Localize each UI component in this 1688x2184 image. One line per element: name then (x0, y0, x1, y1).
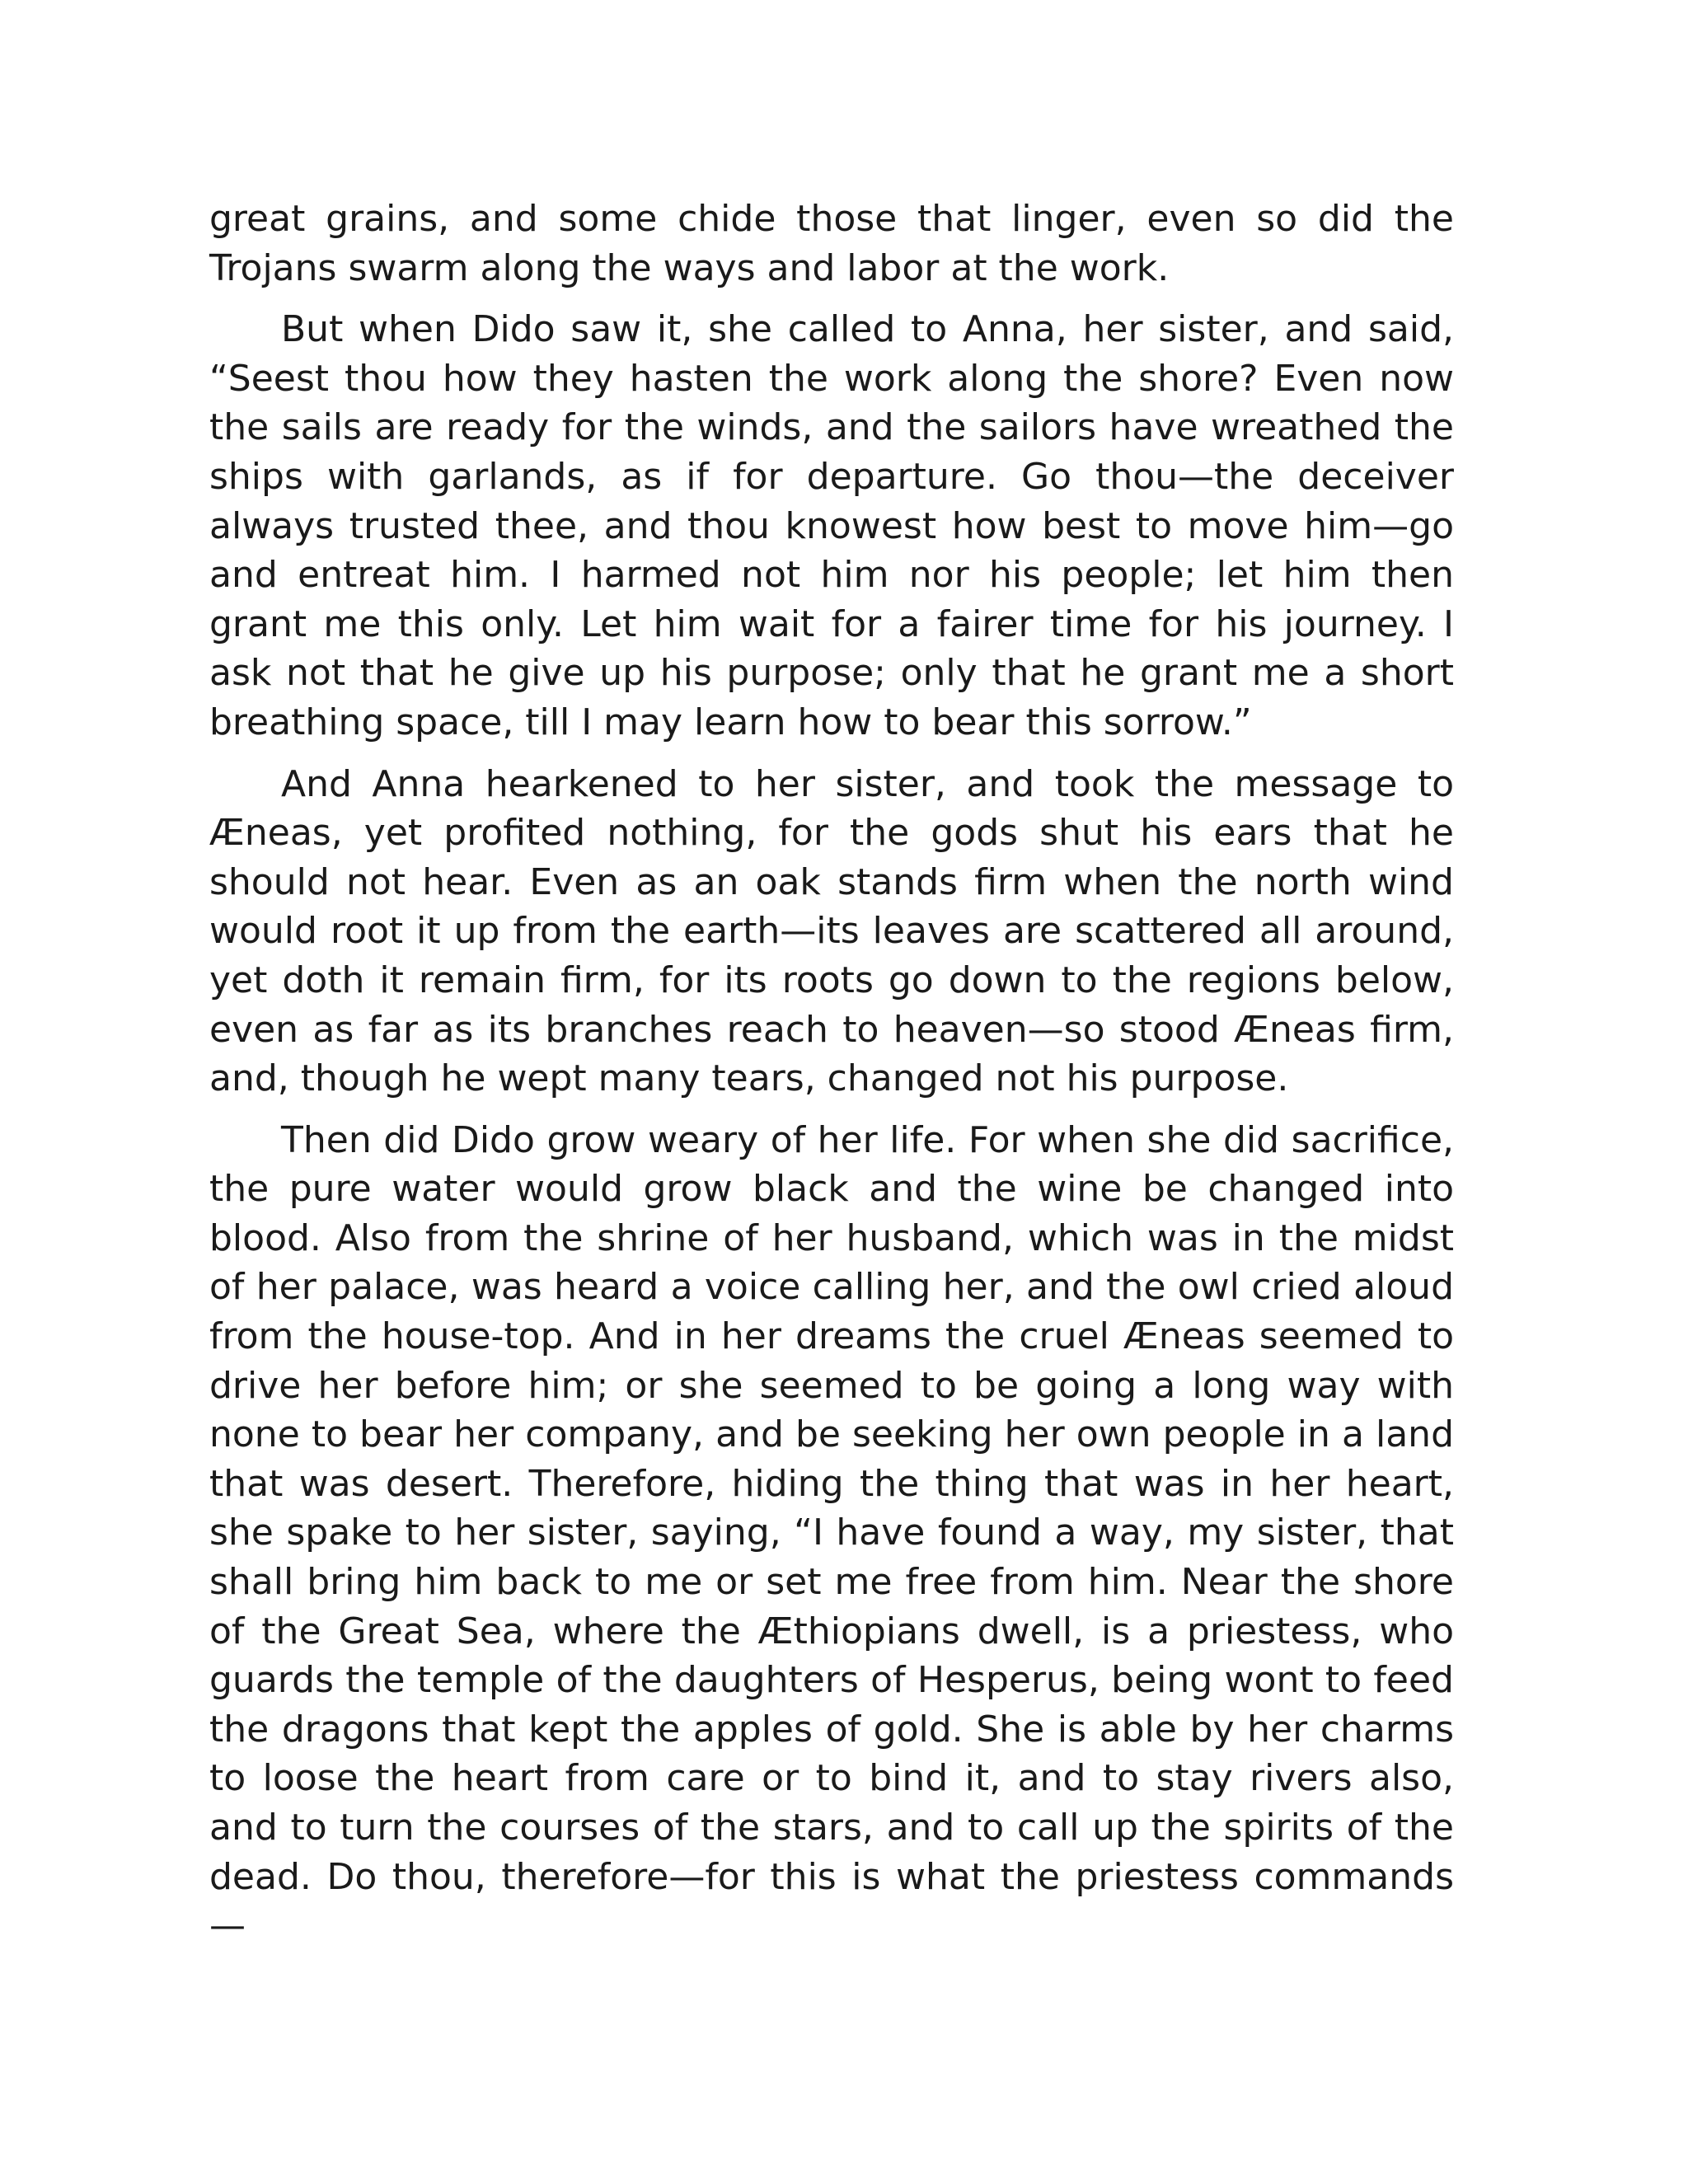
paragraph-dido-speech: But when Dido saw it, she called to Anna, her sister, and said, “Seest thou how they hasten the work along the shore? Even now the sails are ready for the winds, and the sailors have wreathed the ships with garlands, as if for departure. Go thou—the deceiver always trusted thee, and thou knowest how best to move him—go and entreat him. I harmed not him nor his people; let him then grant me this only. Let him wait for a fairer time for his journey. I ask not that he give up his purpose; only that he grant me a short breathing space, till I may learn how to bear this sorrow.” (209, 308, 1454, 743)
body-text (209, 194, 1454, 1963)
paragraph-continued: great grains, and some chide those that linger, even so did the Trojans swarm along the ways and labor at the work. (209, 198, 1454, 289)
paragraph-anna-message: And Anna hearkened to her sister, and took the message to Æneas, yet profited nothing, for the gods shut his ears that he should not hear. Even as an oak stands firm when the north wind would root it up from the earth—its leaves are scattered all around, yet doth it remain firm, for its roots go down to the regions below, even as far as its branches reach to heaven—so stood Æneas firm, and, though he wept many tears, changed not his purpose. (209, 762, 1454, 1100)
paragraph-dido-weary: Then did Dido grow weary of her life. For when she did sacrifice, the pure water would grow black and the wine be changed into blood. Also from the shrine of her husband, which was in the midst of her palace, was heard a voice calling her, and the owl cried aloud from the house-top. And in her dreams the cruel Æneas seemed to drive her before him; or she seemed to be going a long way with none to bear her company, and be seeking her own people in a land that was desert. Therefore, hiding the thing that was in her heart, she spake to her sister, saying, “I have found a way, my sister, that shall bring him back to me or set me free from him. Near the shore of the Great Sea, where the Æthiopians dwell, is a priestess, who guards the temple of the daughters of Hesperus, being wont to feed the dragons that kept the apples of gold. She is able by her charms to loose the heart from care or to bind it, and to stay rivers also, and to turn the courses of the stars, and to call up the spirits of the dead. Do thou, therefore—for this is what the priestess commands— (209, 1118, 1454, 1947)
